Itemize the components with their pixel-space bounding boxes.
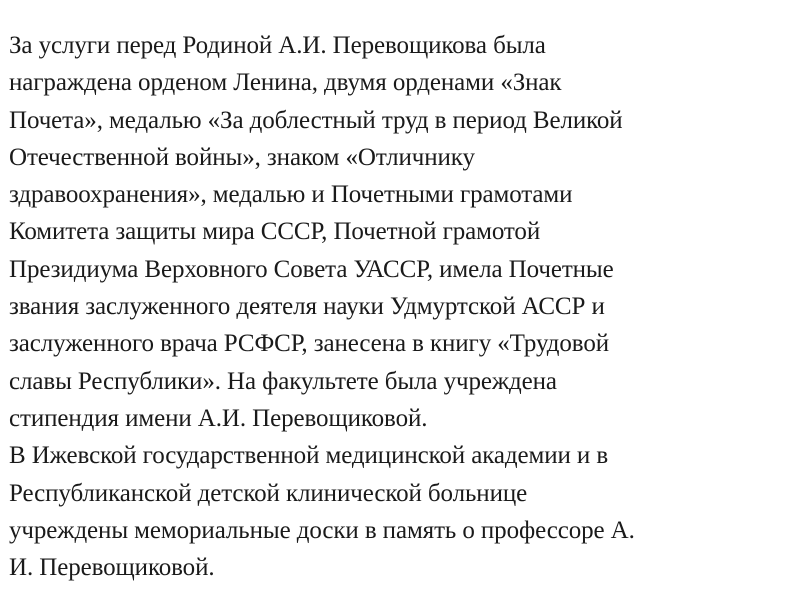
text-line: Отечественной войны», знаком «Отличнику	[9, 143, 475, 171]
text-line: За услуги перед Родиной А.И. Перевощикова была	[9, 32, 546, 59]
text-line: здравоохранения», медалью и Почетными грамотами	[9, 181, 573, 209]
text-line: В Ижевской государственной медицинской академии и в	[9, 442, 609, 470]
text-line: учреждены мемориальные доски в память о профессоре А.	[9, 516, 635, 544]
text-line: награждена орденом Ленина, двумя орденами «Знак	[9, 69, 562, 97]
text-line: Президиума Верховного Совета УАССР, имела Почетные	[9, 255, 614, 283]
text-line: звания заслуженного деятеля науки Удмуртской АССР и	[9, 293, 605, 321]
text-line: Почета», медалью «За доблестный труд в период Великой	[9, 106, 623, 134]
text-line: И. Перевощиковой.	[9, 554, 215, 582]
text-line: Комитета защиты мира СССР, Почетной грамотой	[9, 218, 541, 246]
body-text	[9, 27, 794, 586]
text-line: славы Республики». На факультете была учреждена	[9, 367, 557, 395]
text-line: заслуженного врача РСФСР, занесена в книгу «Трудовой	[9, 330, 610, 358]
text-line: Республиканской детской клинической больнице	[9, 479, 528, 507]
text-line: стипендия имени А.И. Перевощиковой.	[9, 404, 428, 432]
paragraph-memorial	[9, 437, 794, 586]
paragraph-awards	[9, 27, 794, 437]
